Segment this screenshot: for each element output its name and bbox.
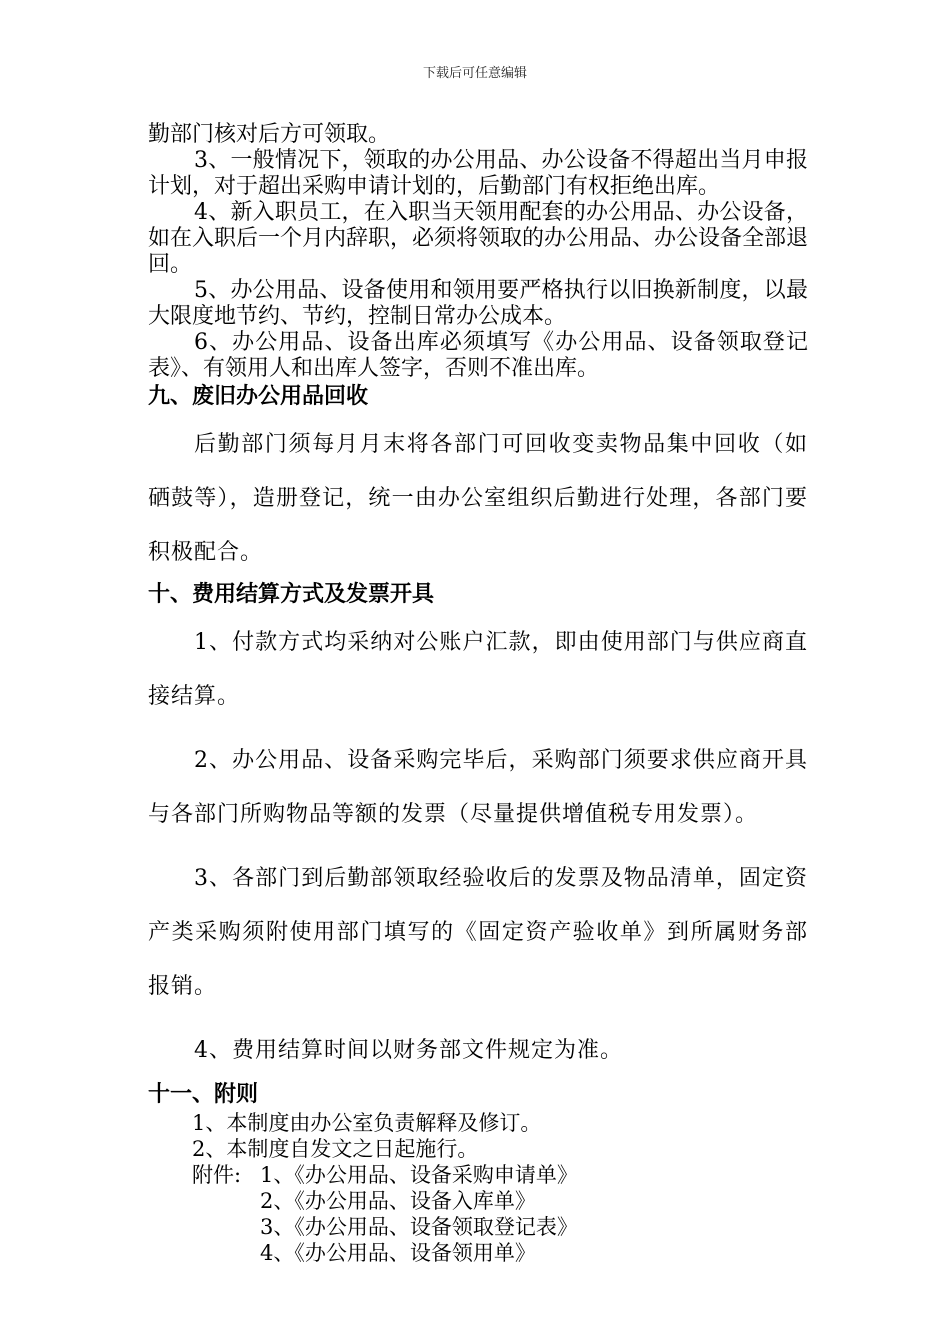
rule-item-3: 3、一般情况下，领取的办公用品、办公设备不得超出当月申报计划，对于超出采购申请计划的，后勤部门有权拒绝出库。 xyxy=(148,148,808,199)
attachment-item: 4、《办公用品、设备领用单》 xyxy=(260,1241,536,1265)
rule-item-4: 4、新入职员工，在入职当天领用配套的办公用品、办公设备，如在入职后一个月内辞职，必须将领取的办公用品、办公设备全部退回。 xyxy=(148,200,809,277)
attachment-row-1 xyxy=(192,1162,808,1188)
attachment-item: 3、《办公用品、设备领取登记表》 xyxy=(260,1215,578,1239)
section-11-body xyxy=(148,1110,808,1266)
document-page xyxy=(148,122,808,1266)
section-9-heading: 九、废旧办公用品回收 xyxy=(148,384,369,409)
attachment-row-3 xyxy=(192,1214,808,1240)
section-9-body: 后勤部门须每月月末将各部门可回收变卖物品集中回收（如硒鼓等），造册登记，统一由办公室组织后勤进行处理，各部门要积极配合。 xyxy=(148,432,808,565)
header-note: 下载后可任意编辑 xyxy=(422,66,527,81)
attachment-row-4 xyxy=(192,1240,808,1266)
attachment-item: 2、《办公用品、设备入库单》 xyxy=(260,1189,536,1213)
section-11-item-1: 1、本制度由办公室负责解释及修订。 xyxy=(192,1111,542,1135)
attachment-item: 1、《办公用品、设备采购申请单》 xyxy=(260,1163,578,1187)
section-11-item-2: 2、本制度自发文之日起施行。 xyxy=(192,1137,479,1161)
section-10-heading: 十、费用结算方式及发票开具 xyxy=(148,582,435,607)
section-10-item-2: 2、办公用品、设备采购完毕后，采购部门须要求供应商开具与各部门所购物品等额的发票（尽量提供增值税专用发票）。 xyxy=(148,748,808,827)
continued-paragraph: 勤部门核对后方可领取。 xyxy=(148,122,391,147)
attachments-label: 附件: xyxy=(192,1163,242,1187)
rule-item-6: 6、办公用品、设备出库必须填写《办公用品、设备领取登记表》、有领用人和出库人签字，否则不准出库。 xyxy=(148,330,808,381)
attachment-row-2 xyxy=(192,1188,808,1214)
section-10-item-4: 4、费用结算时间以财务部文件规定为准。 xyxy=(194,1038,623,1063)
section-10-item-3: 3、各部门到后勤部领取经验收后的发票及物品清单，固定资产类采购须附使用部门填写的《固定资产验收单》到所属财务部报销。 xyxy=(148,866,808,999)
rule-item-5: 5、办公用品、设备使用和领用要严格执行以旧换新制度，以最大限度地节约、节约，控制日常办公成本。 xyxy=(148,278,808,329)
section-11-heading: 十一、附则 xyxy=(148,1082,259,1107)
section-10-item-1: 1、付款方式均采纳对公账户汇款，即由使用部门与供应商直接结算。 xyxy=(148,630,808,709)
